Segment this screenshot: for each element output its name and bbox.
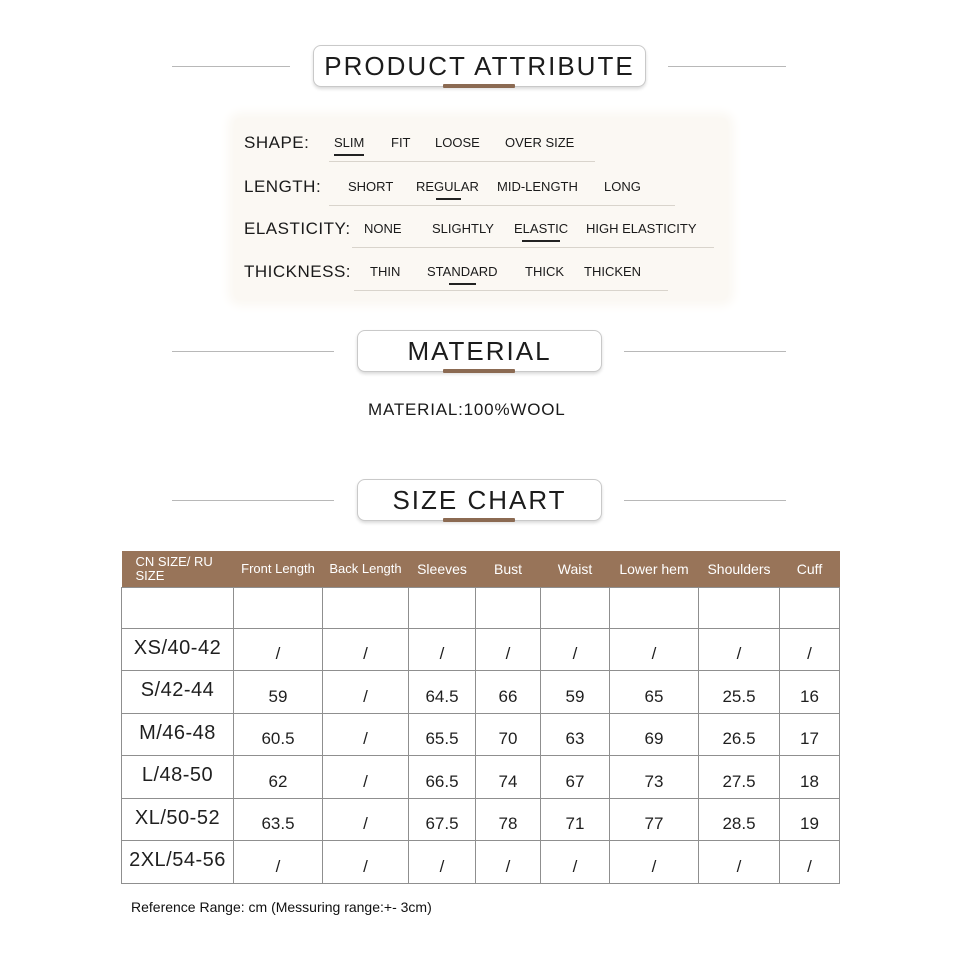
reference-range-note: Reference Range: cm (Messuring range:+- 3cm): [131, 899, 432, 915]
measurement-cell: 64.5: [409, 671, 476, 714]
attribute-label: SHAPE:: [244, 133, 310, 152]
attribute-option: LONG: [604, 179, 641, 194]
attribute-option: LOOSE: [435, 135, 480, 150]
table-row: [122, 756, 840, 799]
selected-marker: [449, 283, 476, 286]
measurement-cell: 59: [234, 671, 323, 714]
table-header-row: [122, 551, 840, 587]
measurement-cell: 78: [476, 798, 541, 841]
measurement-cell: 16: [780, 671, 840, 714]
measurement-cell: 69: [610, 713, 699, 756]
selected-marker: [436, 198, 461, 201]
attribute-option: FIT: [391, 135, 411, 150]
measurement-cell: /: [323, 671, 409, 714]
measurement-cell: [476, 587, 541, 628]
attribute-option: SLIGHTLY: [432, 221, 494, 236]
table-row: [122, 713, 840, 756]
measurement-cell: 63: [541, 713, 610, 756]
divider-line: [172, 351, 334, 352]
measurement-cell: 65.5: [409, 713, 476, 756]
measurement-cell: [234, 587, 323, 628]
size-cell: XS/40-42: [122, 628, 234, 671]
measurement-cell: 26.5: [699, 713, 780, 756]
column-header: Shoulders: [699, 551, 780, 587]
measurement-cell: 17: [780, 713, 840, 756]
title-underbar: [443, 369, 515, 373]
measurement-cell: 77: [610, 798, 699, 841]
measurement-cell: [409, 587, 476, 628]
column-header: CN SIZE/ RU SIZE: [122, 551, 234, 587]
material-header: [0, 330, 960, 390]
measurement-cell: /: [234, 628, 323, 671]
column-header: Sleeves: [409, 551, 476, 587]
attribute-label: LENGTH:: [244, 177, 322, 196]
measurement-cell: [610, 587, 699, 628]
material-text: MATERIAL:100%WOOL: [368, 400, 566, 419]
measurement-cell: /: [699, 841, 780, 884]
divider-line: [668, 66, 786, 67]
column-header: Waist: [541, 551, 610, 587]
attribute-label: ELASTICITY:: [244, 219, 351, 238]
size-cell: L/48-50: [122, 756, 234, 799]
title-underbar: [443, 84, 515, 88]
measurement-cell: 18: [780, 756, 840, 799]
selected-marker: [334, 154, 364, 157]
attribute-row-shape: [234, 130, 728, 160]
attribute-label: THICKNESS:: [244, 262, 352, 281]
measurement-cell: [699, 587, 780, 628]
attribute-option: SHORT: [348, 179, 394, 194]
measurement-cell: /: [323, 798, 409, 841]
attribute-option: THICKEN: [584, 264, 642, 279]
measurement-cell: /: [476, 628, 541, 671]
measurement-cell: 65: [610, 671, 699, 714]
measurement-cell: 67: [541, 756, 610, 799]
column-header: Cuff: [780, 551, 840, 587]
measurement-cell: 28.5: [699, 798, 780, 841]
column-header: Front Length: [234, 551, 323, 587]
table-row: [122, 798, 840, 841]
column-header: Back Length: [323, 551, 409, 587]
attribute-panel: [234, 118, 728, 300]
measurement-cell: /: [323, 756, 409, 799]
attribute-option: THIN: [370, 264, 401, 279]
measurement-cell: /: [541, 841, 610, 884]
measurement-cell: /: [323, 713, 409, 756]
table-row: [122, 841, 840, 884]
product-attribute-header: [0, 45, 960, 105]
measurement-cell: 74: [476, 756, 541, 799]
column-header: Lower hem: [610, 551, 699, 587]
measurement-cell: [780, 587, 840, 628]
measurement-cell: /: [541, 628, 610, 671]
measurement-cell: 59: [541, 671, 610, 714]
size-cell: M/46-48: [122, 713, 234, 756]
attribute-row-length: [234, 174, 728, 204]
measurement-cell: /: [476, 841, 541, 884]
section-title: PRODUCT ATTRIBUTE: [313, 45, 646, 87]
attribute-option-selected: SLIM: [334, 135, 364, 150]
table-row: [122, 671, 840, 714]
measurement-cell: 70: [476, 713, 541, 756]
divider-line: [624, 500, 786, 501]
measurement-cell: /: [323, 628, 409, 671]
measurement-cell: /: [780, 841, 840, 884]
section-title: SIZE CHART: [357, 479, 602, 521]
size-cell: XL/50-52: [122, 798, 234, 841]
attribute-option-selected: ELASTIC: [514, 221, 568, 236]
measurement-cell: /: [409, 628, 476, 671]
measurement-cell: /: [699, 628, 780, 671]
attribute-option-selected: STANDARD: [427, 264, 498, 279]
attribute-row-thickness: [234, 259, 728, 289]
measurement-cell: 25.5: [699, 671, 780, 714]
attribute-option: OVER SIZE: [505, 135, 575, 150]
measurement-cell: /: [610, 841, 699, 884]
section-title: MATERIAL: [357, 330, 602, 372]
attribute-row-elasticity: [234, 216, 728, 246]
measurement-cell: 66.5: [409, 756, 476, 799]
column-header: Bust: [476, 551, 541, 587]
attribute-option: HIGH ELASTICITY: [586, 221, 697, 236]
measurement-cell: 73: [610, 756, 699, 799]
size-cell: S/42-44: [122, 671, 234, 714]
selected-marker: [522, 240, 560, 243]
measurement-cell: /: [780, 628, 840, 671]
divider-line: [172, 500, 334, 501]
table-row: [122, 628, 840, 671]
divider-line: [624, 351, 786, 352]
measurement-cell: 19: [780, 798, 840, 841]
measurement-cell: 63.5: [234, 798, 323, 841]
divider-line: [172, 66, 290, 67]
size-chart-table: [121, 551, 840, 884]
measurement-cell: /: [234, 841, 323, 884]
measurement-cell: [323, 587, 409, 628]
size-cell: [122, 587, 234, 628]
size-chart-header: [0, 479, 960, 539]
measurement-cell: /: [610, 628, 699, 671]
measurement-cell: 62: [234, 756, 323, 799]
table-row: [122, 587, 840, 628]
attribute-option: NONE: [364, 221, 402, 236]
title-underbar: [443, 518, 515, 522]
measurement-cell: 71: [541, 798, 610, 841]
attribute-option: MID-LENGTH: [497, 179, 578, 194]
measurement-cell: /: [409, 841, 476, 884]
measurement-cell: 60.5: [234, 713, 323, 756]
measurement-cell: 66: [476, 671, 541, 714]
attribute-option-selected: REGULAR: [416, 179, 479, 194]
measurement-cell: /: [323, 841, 409, 884]
attribute-option: THICK: [525, 264, 564, 279]
measurement-cell: [541, 587, 610, 628]
size-cell: 2XL/54-56: [122, 841, 234, 884]
measurement-cell: 27.5: [699, 756, 780, 799]
measurement-cell: 67.5: [409, 798, 476, 841]
